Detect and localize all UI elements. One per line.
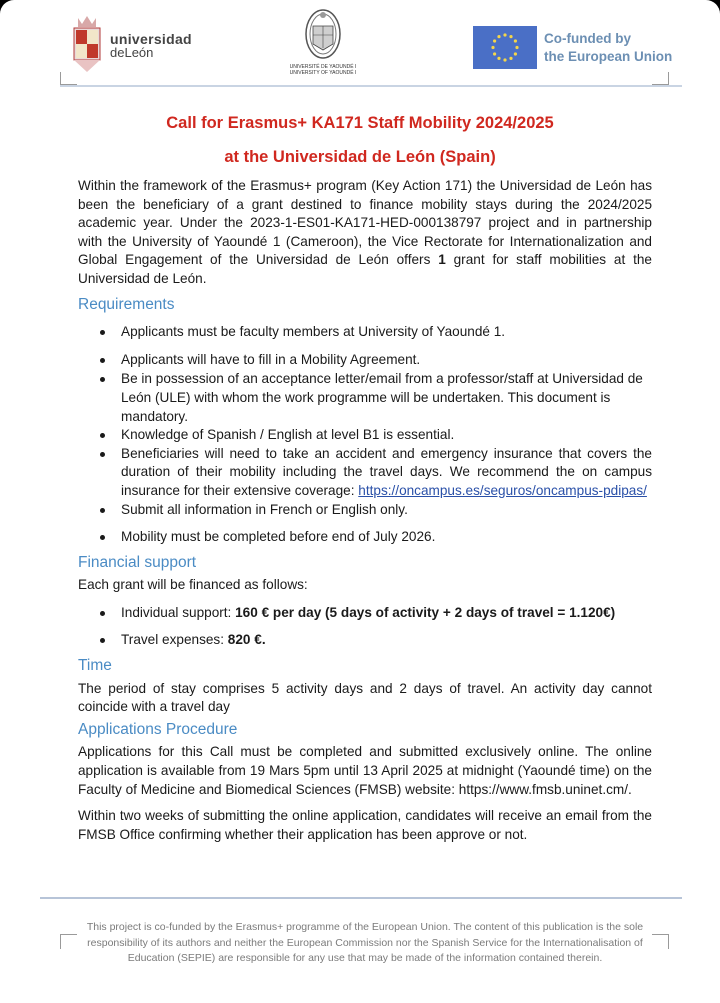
eu-label-line1: Co-funded by [544, 31, 631, 46]
financial-list [78, 604, 652, 650]
procedure-heading: Applications Procedure [78, 720, 238, 738]
travel-expenses-label: Travel expenses: [121, 632, 228, 648]
ule-wordmark-line1: universidad [110, 31, 192, 47]
requirements-heading: Requirements [78, 295, 175, 313]
requirement-text: Applicants must be faculty members at University of Yaoundé 1. [121, 324, 506, 340]
list-item [78, 445, 652, 501]
intro-grant-count: 1 [438, 252, 446, 268]
procedure-paragraph-1: Applications for this Call must be completed and submitted exclusively online. The online application is available from 19 Mars 5pm until 13 April 2025 at midnight (Yaoundé time) on the Faculty of Medicine and Biomedical Sciences (FMSB) website: https://www.fmsb.uninet.cm/. [78, 744, 652, 797]
list-item [78, 370, 652, 426]
document-body [78, 177, 652, 844]
individual-support-label: Individual support: [121, 604, 236, 620]
list-item [78, 631, 652, 650]
eu-label-line2: the European Union [544, 49, 673, 64]
bullet-icon [100, 452, 105, 457]
requirement-text: Applicants will have to fill in a Mobility Agreement. [121, 351, 421, 367]
page-title-line2: at the Universidad de León (Spain) [224, 148, 496, 166]
requirement-text: Submit all information in French or English only. [121, 501, 408, 517]
time-paragraph: The period of stay comprises 5 activity days and 2 days of travel. An activity day cannot coincide with a travel day [78, 680, 652, 715]
funding-disclaimer: This project is co-funded by the Erasmus+ programme of the European Union. The content of this publication is the sole responsibility of its authors and neither the European Commission nor the Spanish Service for the Internationalisation of Education (SEPIE) are responsible for any use that may be made of the information contained therein. [86, 921, 644, 964]
requirement-text: Knowledge of Spanish / English at level B1 is essential. [121, 427, 455, 443]
list-item [78, 501, 652, 520]
ule-wordmark-line2: deLeón [110, 45, 154, 60]
seal-caption-line1: UNIVERSITÉ DE YAOUNDÉ I [289, 64, 357, 70]
bullet-icon [100, 358, 105, 363]
intro-text-part1: Within the framework of the Erasmus+ program (Key Action 171) the Universidad de León has been the beneficiary of a grant destined to finance mobility stays during the 2024/2025 academic year. Under the 2023-1-ES01-KA171-HED-000138797 project and in partnership with the University of Yaoundé 1 (Cameroon), the Vice Rectorate for Internationalization and Global Engagement of the Universidad de León offers [78, 178, 652, 268]
seal-caption-line2: UNIVERSITY OF YAOUNDÉ I [289, 70, 357, 76]
list-item [78, 351, 652, 370]
list-item [78, 528, 652, 547]
seal-caption [278, 64, 368, 76]
requirements-list [78, 323, 652, 547]
header-corner-right [652, 72, 669, 85]
footer-corner-left [60, 934, 77, 949]
bullet-icon [100, 330, 105, 335]
universidad-leon-wordmark [110, 32, 192, 60]
travel-expenses-value: 820 €. [227, 632, 266, 648]
time-heading: Time [78, 657, 112, 675]
bullet-icon [100, 638, 105, 643]
list-item [78, 426, 652, 445]
financial-heading: Financial support [78, 553, 197, 571]
universidad-leon-crest-icon [70, 14, 104, 74]
list-item [78, 604, 652, 623]
requirement-text: Mobility must be completed before end of July 2026. [121, 529, 436, 545]
intro-paragraph [78, 177, 652, 289]
list-item [78, 323, 652, 342]
procedure-paragraph-2: Within two weeks of submitting the online application, candidates will receive an email from the FMSB Office confirming whether their application has been approve or not. [78, 808, 652, 842]
financial-intro: Each grant will be financed as follows: [78, 577, 308, 593]
bullet-icon [100, 377, 105, 382]
header-divider [60, 85, 682, 87]
bullet-icon [100, 611, 105, 616]
footer-divider [40, 897, 682, 899]
bullet-icon [100, 535, 105, 540]
requirement-text: Be in possession of an acceptance letter/email from a professor/staff at Universidad de León (ULE) with whom the work programme will be undertaken. This document is mandatory. [121, 371, 643, 424]
footer-corner-right [652, 934, 669, 949]
requirement-text: Beneficiaries will need to take an accident and emergency insurance that covers the duration of their mobility including the travel days. We recommend the on campus insurance for their extensive coverage: [121, 445, 652, 498]
bullet-icon [100, 433, 105, 438]
insurance-link[interactable]: https://oncampus.es/seguros/oncampus-pdipas/ [358, 482, 647, 498]
eu-flag-icon [473, 26, 537, 69]
page-title-line1: Call for Erasmus+ KA171 Staff Mobility 2024/2025 [166, 114, 554, 132]
letterhead [0, 0, 720, 92]
eu-cofunded-label [544, 30, 672, 66]
bullet-icon [100, 508, 105, 513]
header-corner-left [60, 72, 77, 85]
individual-support-value: 160 € per day (5 days of activity + 2 days of travel = 1.120€) [235, 604, 616, 620]
intro-text-part2: grant for staff mobilities at the Universidad de León. [78, 252, 652, 286]
